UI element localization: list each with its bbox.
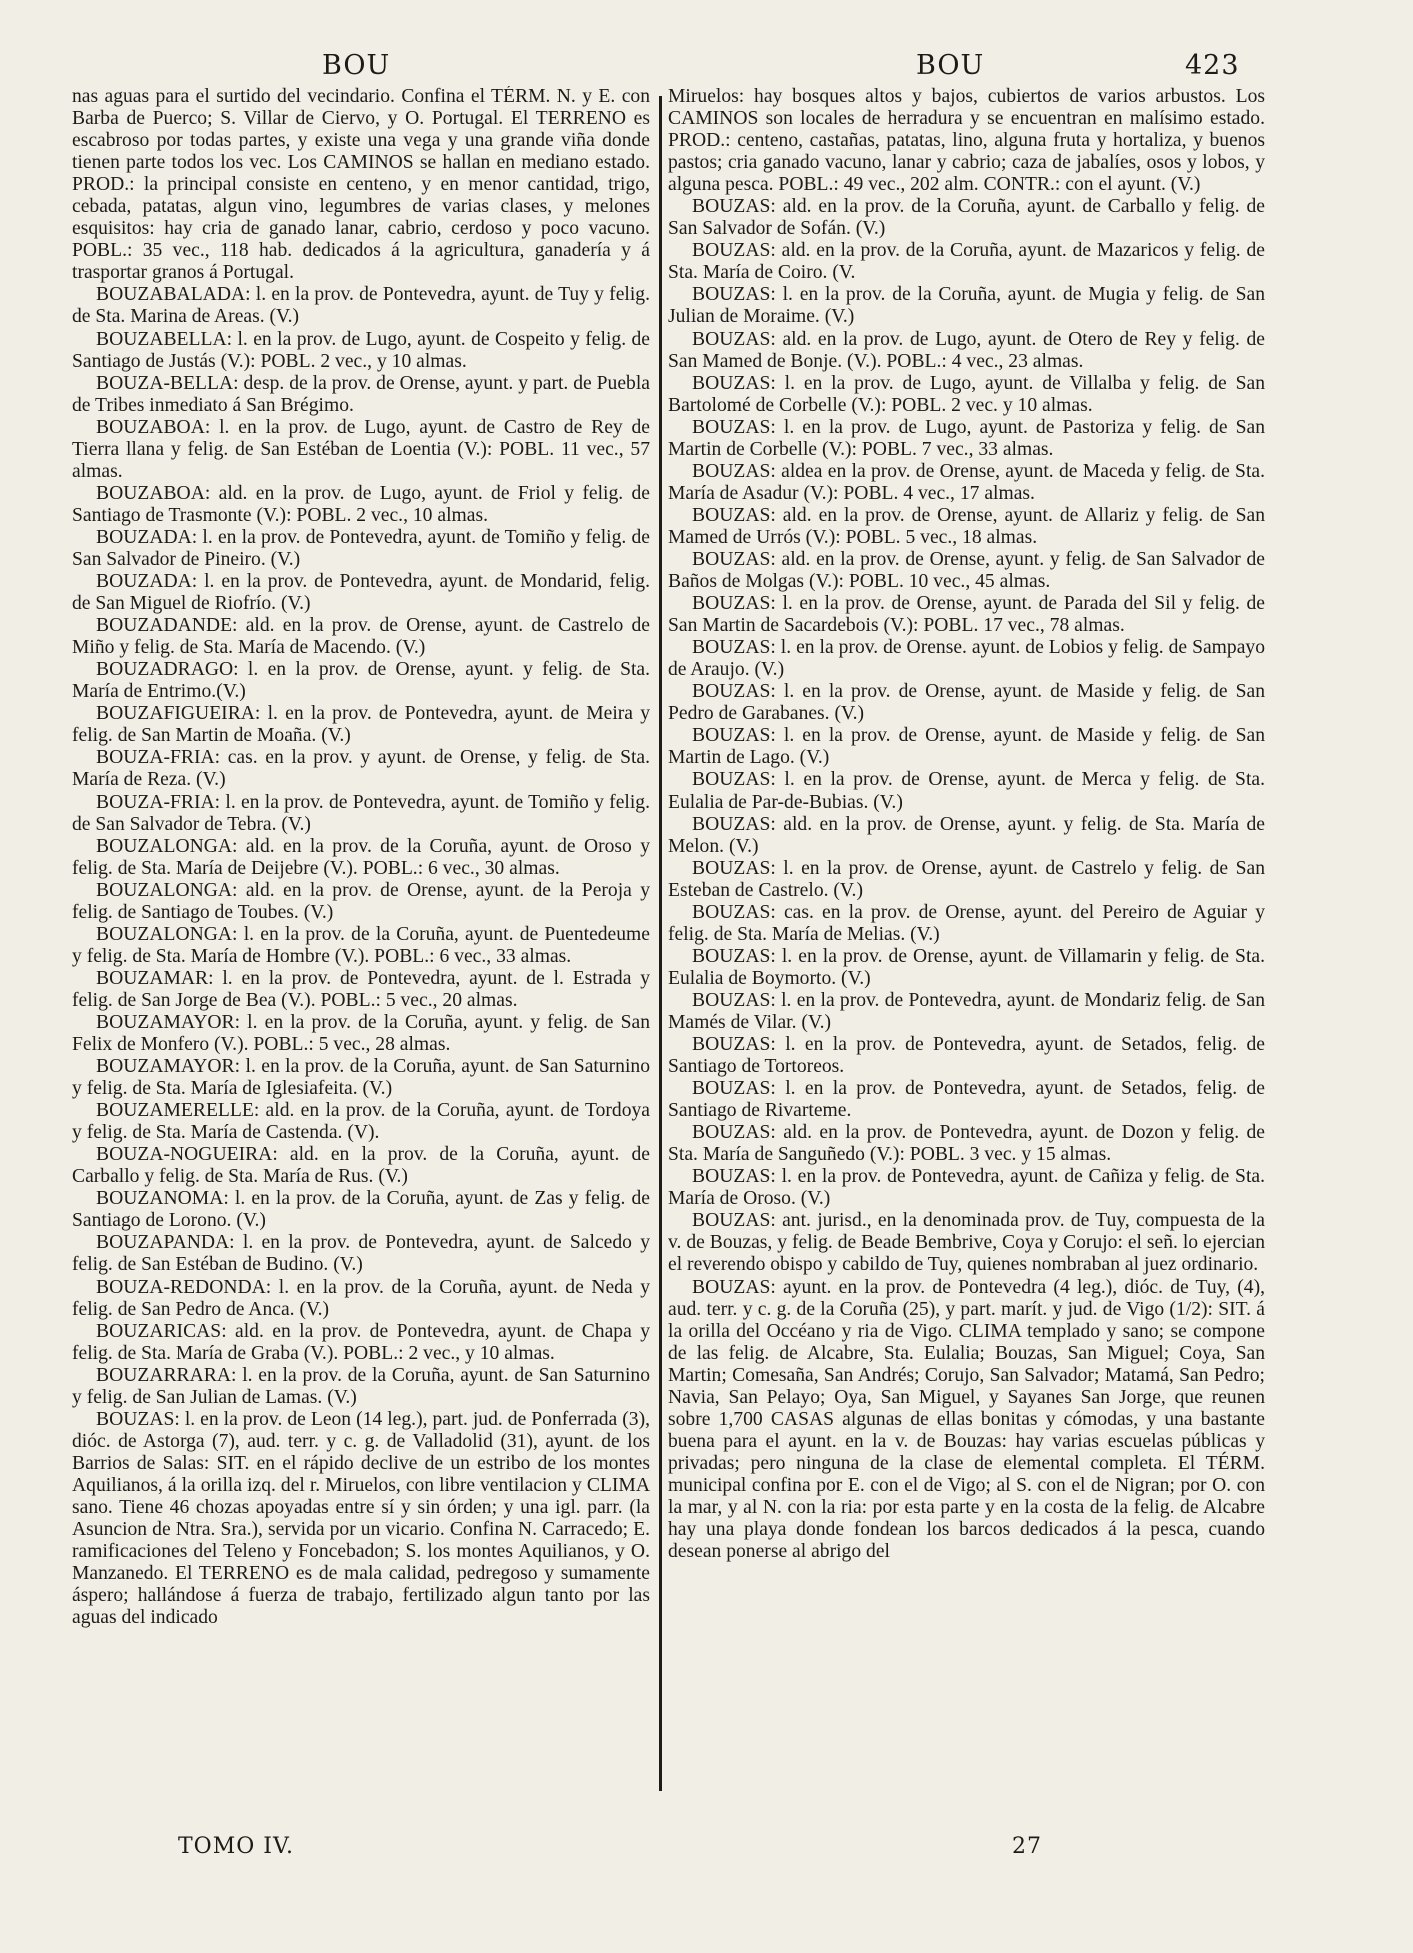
dictionary-entry: BOUZA-FRIA: cas. en la prov. y ayunt. de Orense, y felig. de Sta. María de Reza. (V.)	[72, 747, 650, 791]
dictionary-entry: BOUZAS: l. en la prov. de Orense, ayunt. de Merca y felig. de Sta. Eulalia de Par-de-Bubias. (V.)	[668, 769, 1265, 813]
dictionary-entry: BOUZAMAYOR: l. en la prov. de la Coruña, ayunt. y felig. de San Felix de Monfero (V.). POBL.: 5 vec., 28 almas.	[72, 1011, 650, 1056]
dictionary-entry: BOUZARRARA: l. en la prov. de la Coruña, ayunt. de San Saturnino y felig. de San Julian de Lamas. (V.)	[72, 1364, 650, 1408]
dictionary-entry: BOUZAPANDA: l. en la prov. de Pontevedra, ayunt. de Salcedo y felig. de San Estéban de Budino. (V.)	[72, 1232, 650, 1276]
dictionary-entry: BOUZADA: l. en la prov. de Pontevedra, ayunt. de Mondarid, felig. de San Miguel de Riofrío. (V.)	[72, 571, 650, 615]
dictionary-entry: BOUZAFIGUEIRA: l. en la prov. de Pontevedra, ayunt. de Meira y felig. de San Martin de Moaña. (V.)	[72, 703, 650, 747]
volume-label: TOMO IV.	[178, 1834, 294, 1859]
dictionary-entry: BOUZAMERELLE: ald. en la prov. de la Coruña, ayunt. de Tordoya y felig. de Sta. María de Castenda. (V).	[72, 1100, 650, 1144]
dictionary-entry: BOUZA-FRIA: l. en la prov. de Pontevedra, ayunt. de Tomiño y felig. de San Salvador de Tebra. (V.)	[72, 791, 650, 835]
dictionary-entry: BOUZAS: l. en la prov. de Pontevedra, ayunt. de Setados, felig. de Santiago de Rivarteme.	[668, 1078, 1265, 1122]
dictionary-entry: BOUZAS: ant. jurisd., en la denominada prov. de Tuy, compuesta de la v. de Bouzas, y felig. de Beade Bembrive, Coya y Corujo: el señ. lo ejercian el reverendo obispo y cabildo de Tuy, quienes nombraban al juez ordinario.	[668, 1210, 1265, 1276]
dictionary-entry: BOUZAS: ald. en la prov. de Orense, ayunt. y felig. de Sta. María de Melon. (V.)	[668, 813, 1265, 857]
dictionary-entry: BOUZAS: l. en la prov. de Orense, ayunt. de Castrelo y felig. de San Esteban de Castrelo. (V.)	[668, 857, 1265, 901]
dictionary-entry: BOUZALONGA: l. en la prov. de la Coruña, ayunt. de Puentedeume y felig. de Sta. María de Hombre (V.). POBL.: 6 vec., 33 almas.	[72, 923, 650, 967]
dictionary-entry: BOUZAS: ald. en la prov. de la Coruña, ayunt. de Carballo y felig. de San Salvador de Sofán. (V.)	[668, 196, 1265, 240]
dictionary-entry: BOUZAMAYOR: l. en la prov. de la Coruña, ayunt. de San Saturnino y felig. de Sta. María de Iglesiafeita. (V.)	[72, 1056, 650, 1100]
column-rule	[659, 96, 662, 1791]
signature-mark: 27	[1012, 1834, 1042, 1859]
dictionary-entry: BOUZABALADA: l. en la prov. de Pontevedra, ayunt. de Tuy y felig. de Sta. Marina de Areas. (V.)	[72, 284, 650, 328]
page-number: 423	[1185, 50, 1240, 81]
dictionary-entry: BOUZABELLA: l. en la prov. de Lugo, ayunt. de Cospeito y felig. de Santiago de Justás (V.): POBL. 2 vec., y 10 almas.	[72, 328, 650, 372]
dictionary-entry: BOUZAS: ald. en la prov. de la Coruña, ayunt. de Mazaricos y felig. de Sta. María de Coiro. (V.	[668, 240, 1265, 284]
dictionary-entry: BOUZADANDE: ald. en la prov. de Orense, ayunt. de Castrelo de Miño y felig. de Sta. María de Macendo. (V.)	[72, 615, 650, 659]
dictionary-entry: BOUZAS: l. en la prov. de Orense. ayunt. de Lobios y felig. de Sampayo de Araujo. (V.)	[668, 637, 1265, 681]
dictionary-entry: BOUZABOA: ald. en la prov. de Lugo, ayunt. de Friol y felig. de Santiago de Trasmonte (V.): POBL. 2 vec., 10 almas.	[72, 482, 650, 526]
running-head-left: BOU	[322, 50, 391, 81]
dictionary-entry: BOUZAS: l. en la prov. de Pontevedra, ayunt. de Cañiza y felig. de Sta. María de Oroso. (V.)	[668, 1166, 1265, 1210]
dictionary-entry: BOUZAS: l. en la prov. de Lugo, ayunt. de Villalba y felig. de San Bartolomé de Corbelle (V.): POBL. 2 vec. y 10 almas.	[668, 372, 1265, 416]
dictionary-entry: BOUZAS: l. en la prov. de la Coruña, ayunt. de Mugia y felig. de San Julian de Moraime. (V.)	[668, 284, 1265, 328]
dictionary-entry: BOUZADA: l. en la prov. de Pontevedra, ayunt. de Tomiño y felig. de San Salvador de Pineiro. (V.)	[72, 526, 650, 570]
running-head-right: BOU	[916, 50, 985, 81]
dictionary-entry: BOUZAS: ald. en la prov. de Orense, ayunt. de Allariz y felig. de San Mamed de Urrós (V.): POBL. 5 vec., 18 almas.	[668, 504, 1265, 548]
dictionary-entry: BOUZAS: ald. en la prov. de Lugo, ayunt. de Otero de Rey y felig. de San Mamed de Bonje. (V.). POBL.: 4 vec., 23 almas.	[668, 328, 1265, 372]
dictionary-entry: BOUZAS: aldea en la prov. de Orense, ayunt. de Maceda y felig. de Sta. María de Asadur (V.): POBL. 4 vec., 17 almas.	[668, 460, 1265, 504]
dictionary-entry: BOUZAS: ald. en la prov. de Orense, ayunt. y felig. de San Salvador de Baños de Molgas (V.): POBL. 10 vec., 45 almas.	[668, 548, 1265, 593]
dictionary-entry: BOUZAS: l. en la prov. de Pontevedra, ayunt. de Mondariz felig. de San Mamés de Vilar. (V.)	[668, 989, 1265, 1033]
left-column	[72, 86, 650, 1776]
dictionary-entry: BOUZAS: l. en la prov. de Lugo, ayunt. de Pastoriza y felig. de San Martin de Corbelle (V.): POBL. 7 vec., 33 almas.	[668, 416, 1265, 460]
dictionary-entry: BOUZAMAR: l. en la prov. de Pontevedra, ayunt. de l. Estrada y felig. de San Jorge de Bea (V.). POBL.: 5 vec., 20 almas.	[72, 967, 650, 1011]
dictionary-entry: BOUZA-NOGUEIRA: ald. en la prov. de la Coruña, ayunt. de Carballo y felig. de Sta. María de Rus. (V.)	[72, 1144, 650, 1188]
dictionary-entry: BOUZAS: l. en la prov. de Pontevedra, ayunt. de Setados, felig. de Santiago de Tortoreos.	[668, 1034, 1265, 1078]
dictionary-entry: BOUZAS: l. en la prov. de Orense, ayunt. de Maside y felig. de San Martin de Lago. (V.)	[668, 725, 1265, 769]
dictionary-entry: BOUZADRAGO: l. en la prov. de Orense, ayunt. y felig. de Sta. María de Entrimo.(V.)	[72, 659, 650, 703]
dictionary-entry: BOUZALONGA: ald. en la prov. de Orense, ayunt. de la Peroja y felig. de Santiago de Toubes. (V.)	[72, 879, 650, 923]
dictionary-entry: BOUZA-REDONDA: l. en la prov. de la Coruña, ayunt. de Neda y felig. de San Pedro de Anca. (V.)	[72, 1276, 650, 1320]
dictionary-entry: BOUZALONGA: ald. en la prov. de la Coruña, ayunt. de Oroso y felig. de Sta. María de Deijebre (V.). POBL.: 6 vec., 30 almas.	[72, 835, 650, 879]
dictionary-entry: BOUZAS: cas. en la prov. de Orense, ayunt. del Pereiro de Aguiar y felig. de Sta. María de Melias. (V.)	[668, 901, 1265, 945]
dictionary-entry: BOUZA-BELLA: desp. de la prov. de Orense, ayunt. y part. de Puebla de Tribes inmediato á San Brégimo.	[72, 372, 650, 416]
dictionary-entry: BOUZAS: l. en la prov. de Leon (14 leg.), part. jud. de Ponferrada (3), dióc. de Astorga (7), aud. terr. y c. g. de Valladolid (31), ayunt. de los Barrios de Salas: SIT. en el rápido declive de un estribo de los montes Aquilianos, á la orilla izq. del r. Miruelos, con libre ventilacion y CLIMA sano. Tiene 46 chozas apoyadas entre sí y sin órden; y una igl. parr. (la Asuncion de Ntra. Sra.), servida por un vicario. Confina N. Carracedo; E. ramificaciones del Teleno y Foncebadon; S. los montes Aquilianos, y O. Manzanedo. El TERRENO es de mala calidad, pedregoso y sumamente áspero; hallándose á fuerza de trabajo, fertilizado algun tanto por las aguas del indicado	[72, 1408, 650, 1629]
dictionary-entry: BOUZAS: ayunt. en la prov. de Pontevedra (4 leg.), dióc. de Tuy, (4), aud. terr. y c. g. de la Coruña (25), y part. marít. y jud. de Vigo (1/2): SIT. á la orilla del Occéano y ria de Vigo. CLIMA templado y sano; se compone de las felig. de Alcabre, Sta. Eulalia; Bouzas, San Miguel; Coya, San Martin; Comesaña, San Andrés; Corujo, San Salvador; Matamá, San Pedro; Navia, San Pelayo; Oya, San Miguel, y Sayanes San Jorge, que reunen sobre 1,700 CASAS algunas de ellas bonitas y cómodas, y una bastante buena para el ayunt. en la v. de Bouzas: hay varias escuelas públicas y privadas; pero ninguna de la clase de elemental completa. El TÉRM. municipal confina por E. con el de Vigo; al S. con el de Nigran; por O. con la mar, y al N. con la ria: por esta parte y en la costa de la felig. de Alcabre hay una playa donde fondean los barcos dedicados á la pesca, cuando desean ponerse al abrigo del	[668, 1276, 1265, 1563]
dictionary-entry: BOUZAS: l. en la prov. de Orense, ayunt. de Villamarin y felig. de Sta. Eulalia de Boymorto. (V.)	[668, 945, 1265, 989]
right-column	[668, 86, 1265, 1776]
dictionary-entry: BOUZAS: l. en la prov. de Orense, ayunt. de Maside y felig. de San Pedro de Garabanes. (V.)	[668, 681, 1265, 725]
dictionary-entry: nas aguas para el surtido del vecindario. Confina el TÉRM. N. y E. con Barba de Puerco; S. Villar de Ciervo, y O. Portugal. El TERRENO es escabroso por todas partes, y existe una vega y una grande viña donde tienen parte todos los vec. Los CAMINOS se hallan en mediano estado. PROD.: la principal consiste en centeno, y en menor cantidad, trigo, cebada, patatas, algun vino, legumbres de varias clases, y melones esquisitos: hay cria de ganado lanar, cabrio, cerdoso y poco vacuno. POBL.: 35 vec., 118 hab. dedicados á la agricultura, ganadería y á trasportar granos á Portugal.	[72, 86, 650, 284]
dictionary-entry: BOUZAS: ald. en la prov. de Pontevedra, ayunt. de Dozon y felig. de Sta. María de Sanguñedo (V.): POBL. 3 vec. y 15 almas.	[668, 1122, 1265, 1166]
dictionary-entry: BOUZABOA: l. en la prov. de Lugo, ayunt. de Castro de Rey de Tierra llana y felig. de San Estéban de Loentia (V.): POBL. 11 vec., 57 almas.	[72, 416, 650, 482]
dictionary-entry: BOUZARICAS: ald. en la prov. de Pontevedra, ayunt. de Chapa y felig. de Sta. María de Graba (V.). POBL.: 2 vec., y 10 almas.	[72, 1320, 650, 1364]
dictionary-entry: BOUZAS: l. en la prov. de Orense, ayunt. de Parada del Sil y felig. de San Martin de Sacardebois (V.): POBL. 17 vec., 78 almas.	[668, 593, 1265, 637]
dictionary-entry: Miruelos: hay bosques altos y bajos, cubiertos de varios arbustos. Los CAMINOS son locales de herradura y se encuentran en malísimo estado. PROD.: centeno, castañas, patatas, lino, alguna fruta y hortaliza, y buenos pastos; cria ganado vacuno, lanar y cabrio; caza de jabalíes, osos y lobos, y alguna pesca. POBL.: 49 vec., 202 alm. CONTR.: con el ayunt. (V.)	[668, 86, 1265, 196]
dictionary-entry: BOUZANOMA: l. en la prov. de la Coruña, ayunt. de Zas y felig. de Santiago de Lorono. (V.)	[72, 1188, 650, 1232]
